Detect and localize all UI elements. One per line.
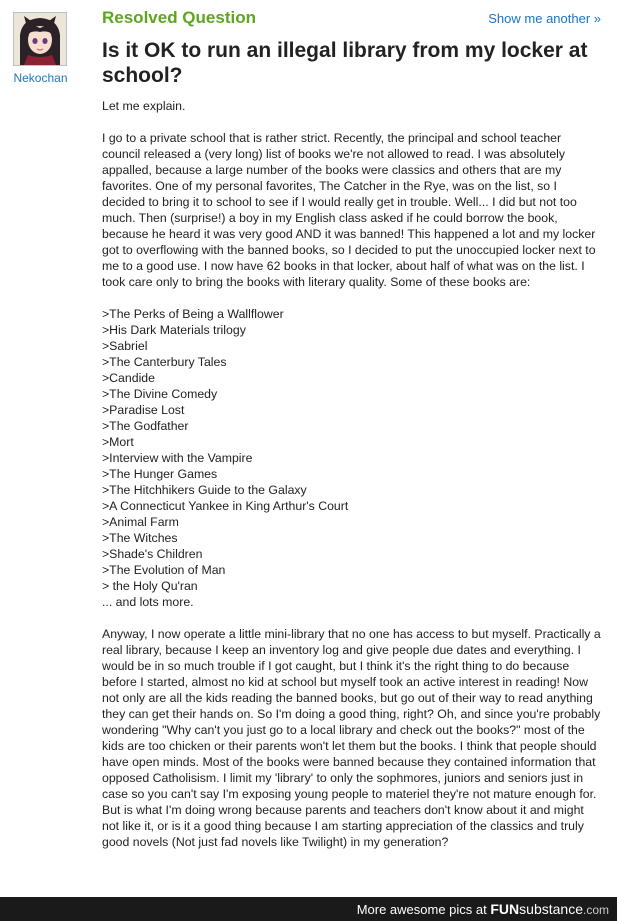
intro-paragraph: Let me explain. [102, 99, 186, 113]
list-item: >The Hunger Games [102, 467, 218, 481]
question-title: Is it OK to run an illegal library from my locker at school? [102, 39, 588, 87]
username-link[interactable]: Nekochan [13, 71, 68, 85]
footer-caption: More awesome pics at [356, 902, 487, 917]
list-item: > the Holy Qu'ran [102, 579, 198, 593]
list-item: >Interview with the Vampire [102, 451, 253, 465]
list-item: >The Evolution of Man [102, 563, 226, 577]
list-item: >A Connecticut Yankee in King Arthur's Court [102, 499, 349, 513]
avatar[interactable] [13, 12, 67, 66]
list-item: >The Godfather [102, 419, 189, 433]
body-paragraph-2: Anyway, I now operate a little mini-library that no one has access to but myself. Practically a real library, because I keep an inventory log and give people due dates and everything. I would be in so much trouble if I got caught, but I think it's the right thing to do because before I started, almost no kid at school but myself took an active interest in reading! Now not only are all the kids reading the banned books, but go out of their way to read anything they can get their hands on. So I'm doing a good thing, right? Oh, and since you're probably wondering "Why can't you just go to a local library and check out the books?" most of the kids are too chicken or their parents won't let them but the books. I think that people should have open minds. Most of the books were banned because they contained information that opposed Catholisism. I limit my 'library' to only the sophmores, juniors and seniors just in case so you can't say I'm exposing young people to materiel they're not mature enough for. But is what I'm doing wrong because parents and teachers don't know about it and might not like it, or is it a good thing because I am starting appreciation of the classics and truly good novels (Not just fad novels like Twilight) in my generation? [102, 627, 601, 849]
list-item: >His Dark Materials trilogy [102, 323, 246, 337]
list-item: ... and lots more. [102, 595, 194, 609]
list-item: >Sabriel [102, 339, 148, 353]
body-paragraph-1: I go to a private school that is rather strict. Recently, the principal and school teacher council released a (very long) list of books we're not allowed to read. I was absolutely appalled, because a large number of the books were classics and others that are my favorites. One of my personal favorites, The Catcher in the Rye, was on the list, so I decided to bring it to school to see if I would really get in trouble. Well... I did but not too much. Then (surprise!) a boy in my English class asked if he could borrow the book, because he heard it was very good AND it was banned! This happened a lot and my locker got to overflowing with the banned books, so I decided to put the unoccupied locker next to me to a good use. I now have 62 books in that locker, about half of what was on the list. I took care only to bring the books with literary quality. Some of these books are: [102, 131, 596, 289]
brand-domain: .com [582, 903, 609, 917]
list-item: >Paradise Lost [102, 403, 185, 417]
question-body [102, 98, 602, 866]
brand-substance: substance [519, 901, 583, 917]
status-label: Resolved Question [102, 8, 256, 27]
list-item: >Candide [102, 371, 155, 385]
anime-girl-avatar-icon [14, 13, 66, 65]
list-item: >Mort [102, 435, 134, 449]
list-item: >The Witches [102, 531, 178, 545]
list-item: >The Hitchhikers Guide to the Galaxy [102, 483, 307, 497]
list-item: >The Perks of Being a Wallflower [102, 307, 284, 321]
show-another-link[interactable]: Show me another » [488, 11, 601, 26]
watermark-text [357, 901, 609, 917]
list-item: >Animal Farm [102, 515, 179, 529]
list-item: >The Canterbury Tales [102, 355, 227, 369]
watermark-footer [0, 897, 617, 921]
list-item: >Shade's Children [102, 547, 203, 561]
brand-fun: FUN [490, 901, 520, 917]
book-list [102, 306, 602, 610]
list-item: >The Divine Comedy [102, 387, 218, 401]
